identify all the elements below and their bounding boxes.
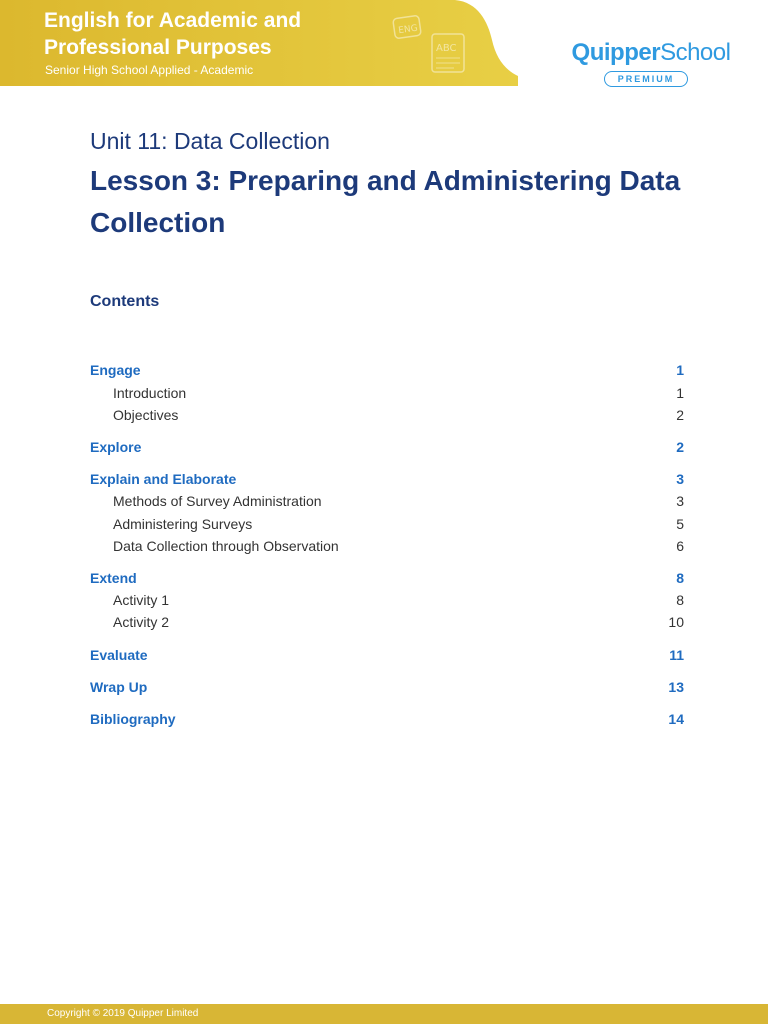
toc-page-number: 11	[669, 647, 684, 663]
toc-label: Activity 2	[113, 614, 170, 630]
toc-label: Objectives	[113, 407, 179, 423]
toc-entry-data-collection-through-observation[interactable]	[90, 536, 684, 556]
toc-entry-bibliography[interactable]	[90, 709, 684, 729]
toc-label: Explain and Elaborate	[90, 471, 237, 487]
course-title: English for Academic and Professional Purposes	[44, 9, 302, 59]
toc-entry-administering-surveys[interactable]	[90, 514, 684, 534]
lesson-title: Lesson 3: Preparing and Administering Data Collection	[90, 165, 681, 238]
toc-page-number: 3	[676, 493, 684, 509]
toc-entry-explain-and-elaborate[interactable]	[90, 469, 684, 489]
toc-entry-extend[interactable]	[90, 568, 684, 588]
toc-page-number: 1	[676, 362, 684, 378]
toc-entry-introduction[interactable]	[90, 383, 684, 403]
toc-label: Activity 1	[113, 592, 170, 608]
toc-entry-explore[interactable]	[90, 437, 684, 457]
toc-page-number: 13	[668, 679, 684, 695]
toc-label: Bibliography	[90, 711, 176, 727]
toc-label: Wrap Up	[90, 679, 148, 695]
toc-entry-engage[interactable]	[90, 360, 684, 380]
premium-badge: PREMIUM	[604, 71, 688, 87]
toc-entry-activity-1[interactable]	[90, 590, 684, 610]
toc-label: Evaluate	[90, 647, 148, 663]
toc-page-number: 1	[676, 385, 684, 401]
contents-heading: Contents	[90, 293, 160, 310]
eng-badge-icon	[392, 14, 422, 47]
toc-label: Engage	[90, 362, 141, 378]
toc-page-number: 5	[676, 516, 684, 532]
toc-entry-objectives[interactable]	[90, 405, 684, 425]
toc-entry-wrap-up[interactable]	[90, 677, 684, 697]
toc-page-number: 8	[676, 592, 684, 608]
toc-label: Explore	[90, 439, 142, 455]
toc-page-number: 10	[668, 614, 684, 630]
brand-name-regular: School	[660, 39, 731, 66]
toc-label: Introduction	[113, 385, 187, 401]
toc-page-number: 2	[676, 407, 684, 423]
toc-label: Administering Surveys	[113, 516, 253, 532]
quipper-school-logo	[566, 38, 736, 90]
toc-label: Methods of Survey Administration	[113, 493, 322, 509]
svg-text:ENG: ENG	[397, 23, 419, 37]
unit-title: Unit 11: Data Collection	[90, 128, 330, 154]
copyright-text: Copyright © 2019 Quipper Limited	[47, 1008, 199, 1019]
toc-label: Data Collection through Observation	[113, 538, 339, 554]
toc-page-number: 14	[668, 711, 684, 727]
toc-label: Extend	[90, 570, 137, 586]
toc-entry-methods-of-survey-administration[interactable]	[90, 491, 684, 511]
brand-name	[566, 38, 736, 68]
toc-page-number: 2	[676, 439, 684, 455]
footer-band	[0, 1004, 768, 1024]
brand-name-bold: Quipper	[571, 39, 661, 66]
toc-page-number: 8	[676, 570, 684, 586]
toc-page-number: 3	[676, 471, 684, 487]
svg-text:ABC: ABC	[436, 43, 457, 54]
abc-notepad-icon	[428, 30, 468, 81]
course-subtitle: Senior High School Applied - Academic	[45, 63, 254, 77]
toc-entry-activity-2[interactable]	[90, 612, 684, 632]
toc-page-number: 6	[676, 538, 684, 554]
toc-entry-evaluate[interactable]	[90, 645, 684, 665]
header-band	[0, 0, 768, 86]
